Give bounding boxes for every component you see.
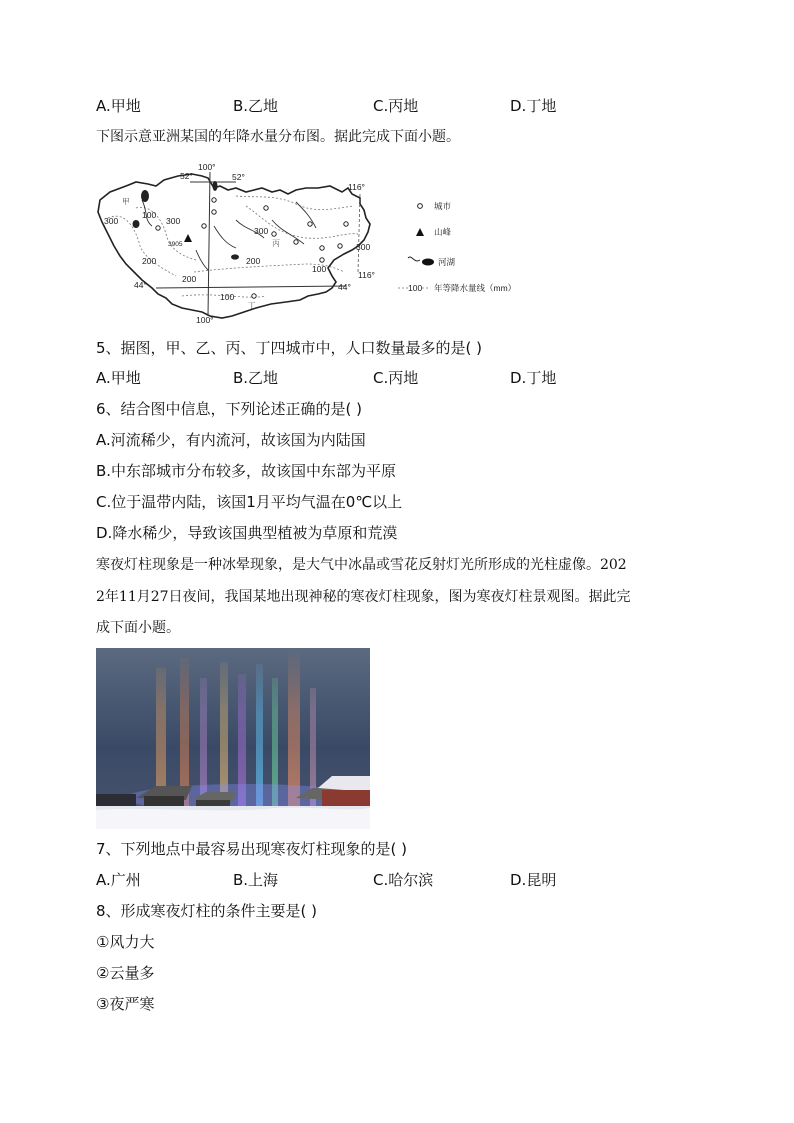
q6-option-a: A.河流稀少，有内流河，故该国为内陆国 [96, 431, 366, 449]
isoline-100-northwest: 100 [142, 210, 157, 220]
legend-peak-icon [416, 228, 424, 236]
q8-item-1: ①风力大 [96, 933, 155, 951]
map-legend [398, 201, 516, 293]
q4-option-d: D.丁地 [510, 97, 557, 115]
label-lon116-bottom: 116° [358, 270, 375, 280]
q4-options [96, 96, 716, 116]
legend-isoline-label: 年等降水量线（mm） [434, 283, 517, 293]
q6-option-d: D.降水稀少，导致该国典型植被为草原和荒漠 [96, 524, 398, 542]
legend-peak-label: 山峰 [434, 227, 452, 237]
rivers [142, 200, 316, 270]
map-text [104, 162, 375, 325]
q7-option-b: B.上海 [233, 871, 279, 889]
q7-option-c: C.哈尔滨 [373, 871, 434, 889]
q4-option-b: B.乙地 [233, 97, 279, 115]
q7-options [96, 870, 716, 890]
q7-option-a: A.广州 [96, 871, 141, 889]
q5-option-a: A.甲地 [96, 369, 141, 387]
grid-lines [156, 172, 360, 316]
label-lon100-bottom: 100° [196, 315, 214, 325]
q7-stem: 7、下列地点中最容易出现寒夜灯柱现象的是( ) [96, 840, 408, 858]
q4-option-c: C.丙地 [373, 97, 419, 115]
label-lon100-top: 100° [198, 162, 216, 172]
label-lat44-right: 44° [338, 282, 351, 292]
q6-stem: 6、结合图中信息，下列论述正确的是( ) [96, 400, 363, 418]
precipitation-map [96, 160, 546, 328]
q5-option-b: B.乙地 [233, 369, 279, 387]
legend-river-lake-label: 河湖 [438, 257, 456, 267]
isoline-300-central: 300 [254, 226, 269, 236]
peak-marker [184, 234, 192, 242]
intro-paragraph-1: 下图示意亚洲某国的年降水量分布图。据此完成下面小题。 [96, 129, 460, 145]
legend-river-icon [408, 257, 420, 261]
light-pillar-photo [96, 648, 370, 829]
q5-option-c: C.丙地 [373, 369, 419, 387]
label-ding: 丁 [248, 301, 256, 310]
isoline-200-south: 200 [182, 274, 197, 284]
q5-options [96, 368, 716, 388]
label-lat52-left: 52° [180, 171, 193, 181]
label-lon116-top: 116° [348, 182, 365, 192]
q8-item-2: ②云量多 [96, 964, 155, 982]
isoline-200-west: 200 [142, 256, 157, 266]
label-jia: 甲 [122, 197, 130, 206]
label-lat52-right: 52° [232, 172, 245, 182]
lakes [133, 181, 240, 260]
q8-item-3: ③夜严寒 [96, 995, 155, 1013]
label-lat44-left: 44° [134, 280, 147, 290]
isoline-300-north: 300 [166, 216, 181, 226]
q5-option-d: D.丁地 [510, 369, 557, 387]
q5-stem: 5、据图，甲、乙、丙、丁四城市中，人口数量最多的是( ) [96, 339, 483, 357]
legend-city-label: 城市 [434, 201, 452, 211]
q6-option-c: C.位于温带内陆，该国1月平均气温在0℃以上 [96, 493, 403, 511]
isoline-100-southeast: 100 [312, 264, 327, 274]
isoline-300-west: 300 [104, 216, 119, 226]
intro-paragraph-2-line-3: 成下面小题。 [96, 620, 180, 636]
label-bing: 丙 [272, 239, 280, 248]
intro-paragraph-2-line-2: 2年11月27日夜间，我国某地出现神秘的寒夜灯柱现象，图为寒夜灯柱景观图。据此完 [96, 589, 631, 605]
legend-city-icon [418, 204, 423, 209]
q8-stem: 8、形成寒夜灯柱的条件主要是( ) [96, 902, 318, 920]
legend-isoline-value: 100 [408, 283, 423, 293]
label-peak-height: 3905 [168, 241, 183, 248]
isoline-200-central: 200 [246, 256, 261, 266]
q7-option-d: D.昆明 [510, 871, 557, 889]
legend-lake-icon [422, 259, 434, 266]
q6-option-b: B.中东部城市分布较多，故该国中东部为平原 [96, 462, 397, 480]
isoline-300-east: 300 [356, 242, 371, 252]
q4-option-a: A.甲地 [96, 97, 141, 115]
intro-paragraph-2-line-1: 寒夜灯柱现象是一种冰晕现象，是大气中冰晶或雪花反射灯光所形成的光柱虚像。202 [96, 557, 627, 573]
isoline-100-south: 100 [220, 292, 235, 302]
